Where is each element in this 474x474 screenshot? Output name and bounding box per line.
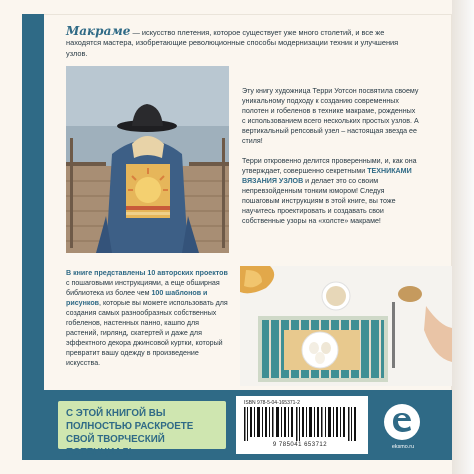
right-column-text: [242, 86, 420, 236]
right-p2-highlight: ТЕХНИКАМИ ВЯЗАНИЯ УЗЛОВ: [242, 167, 412, 185]
isbn-label: ISBN 978-5-04-165371-2: [244, 400, 300, 406]
photo-woman-in-denim-jacket: [66, 66, 229, 253]
barcode-number: 9 785041 653712: [272, 442, 328, 448]
right-p2-start: Терри откровенно делится проверенными, и, как она утверждает, совершенно секретными: [242, 157, 417, 175]
left-text-1: с пошаговыми инструкциями, а еще обширная библиотека из более чем: [66, 279, 220, 297]
intro-brand-word: Макраме: [66, 24, 131, 38]
intro-paragraph: [66, 26, 416, 59]
cover-edge-shadow: [452, 0, 474, 474]
callout-banner: С ЭТОЙ КНИГОЙ ВЫ ПОЛНОСТЬЮ РАСКРОЕТЕ СВОЙ ТВОРЧЕСКИЙ ПОТЕНЦИАЛ!: [58, 401, 226, 449]
left-text-2: , которые вы можете использовать для создания самых разнообразных собственных гобеленов, настенных панно, кашпо для растений, гирлянд, скатертей и даже для эффектного декора джинсовой куртки, который превратит вашу одежду в произведение искусства.: [66, 299, 228, 367]
right-paragraph-2: [242, 156, 420, 226]
intro-text: — искусство плетения, которое существует уже много столетий, и все же находятся мастера, изобретающие революционные способы модернизации техник и улучшения узлов.: [66, 28, 399, 58]
left-column-text: [66, 268, 232, 368]
left-highlight-2: 100 шаблонов и рисунков: [66, 289, 208, 307]
right-p2-end: и делает это со своим непревзойденным тонким юмором! Следуя пошаговым инструкциям в этой книге, вы тоже научитесь проектировать и создавать свои собственные узоры на «холсте» макраме!: [242, 177, 396, 225]
publisher-site: eksmo.ru: [391, 444, 415, 450]
photo-macrame-placemat: [240, 266, 452, 386]
barcode-icon: [244, 407, 358, 441]
right-paragraph-1: Эту книгу художница Терри Уотсон посвятила своему уникальному подходу к созданию современных полотен и гобеленов в технике макраме, рожденных с использованием всего нескольких простых узлов. А вертикальный репсовый узел – настоящая звезда ее стиля!: [242, 87, 419, 145]
left-highlight-1: В книге представлены 10 авторских проектов: [66, 269, 228, 277]
publisher-logo-icon: [384, 404, 420, 440]
